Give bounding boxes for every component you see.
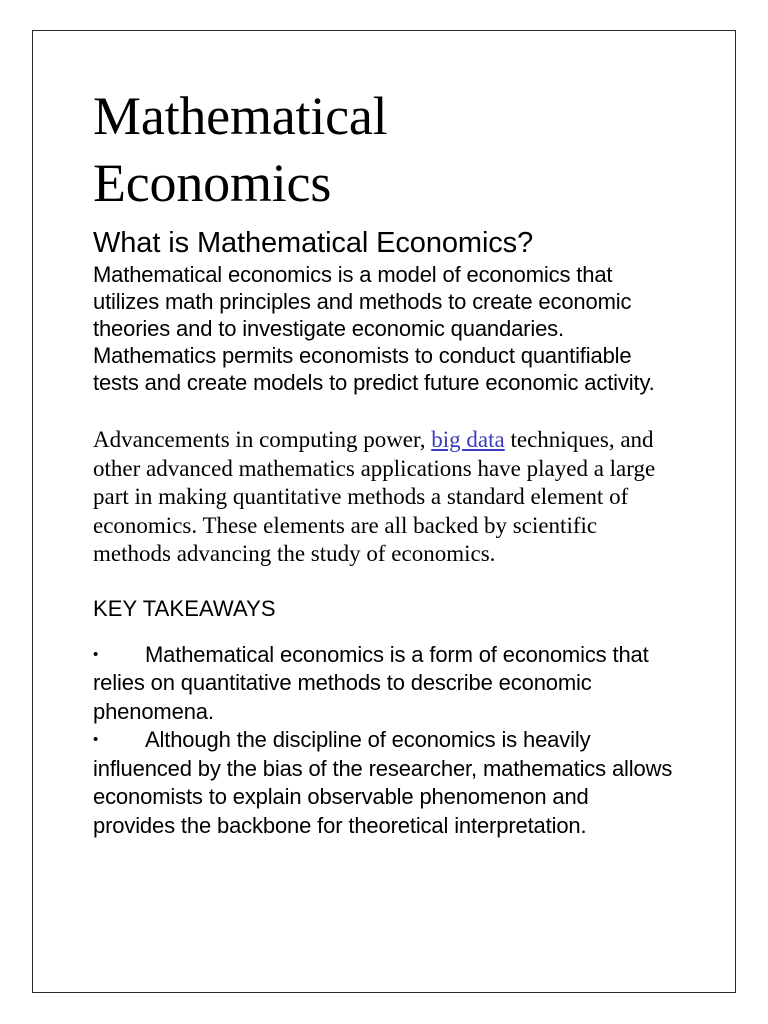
intro-paragraph: Mathematical economics is a model of economics that utilizes math principles and methods to create economic theories and to investigate economic quandaries. Mathematics permits economists to conduct quantifiable tests and create models to predict future economic activity. [93, 262, 655, 395]
big-data-link[interactable]: big data [431, 427, 505, 452]
list-item [93, 641, 673, 727]
document-page [32, 30, 736, 993]
bullet-icon: • [93, 731, 99, 748]
bullet-icon: • [93, 645, 99, 663]
document-content [93, 83, 673, 840]
key-takeaways-label: KEY TAKEAWAYS [93, 595, 276, 621]
section-heading: What is Mathematical Economics? [93, 227, 534, 259]
key-takeaways-list [93, 641, 673, 841]
list-item [93, 726, 673, 840]
advancements-text-before-link: Advancements in computing power, [93, 427, 432, 452]
list-item-text: Mathematical economics is a form of economics that relies on quantitative methods to describe economic phenomena. [93, 641, 649, 724]
list-item-text: Although the discipline of economics is heavily influenced by the bias of the researcher, mathematics allows economists to explain observable phenomenon and provides the backbone for theoretical interpretation. [93, 727, 673, 838]
advancements-paragraph [93, 426, 669, 569]
advancements-text-after-link: techniques, and other advanced mathematics applications have played a large part in making quantitative methods a standard element of economics. These elements are all backed by scientific methods advancing the study of economics. [93, 427, 656, 566]
page-title-line-1: Mathematical [93, 86, 388, 146]
page-title [93, 83, 473, 217]
page-title-line-2: Economics [93, 153, 332, 213]
